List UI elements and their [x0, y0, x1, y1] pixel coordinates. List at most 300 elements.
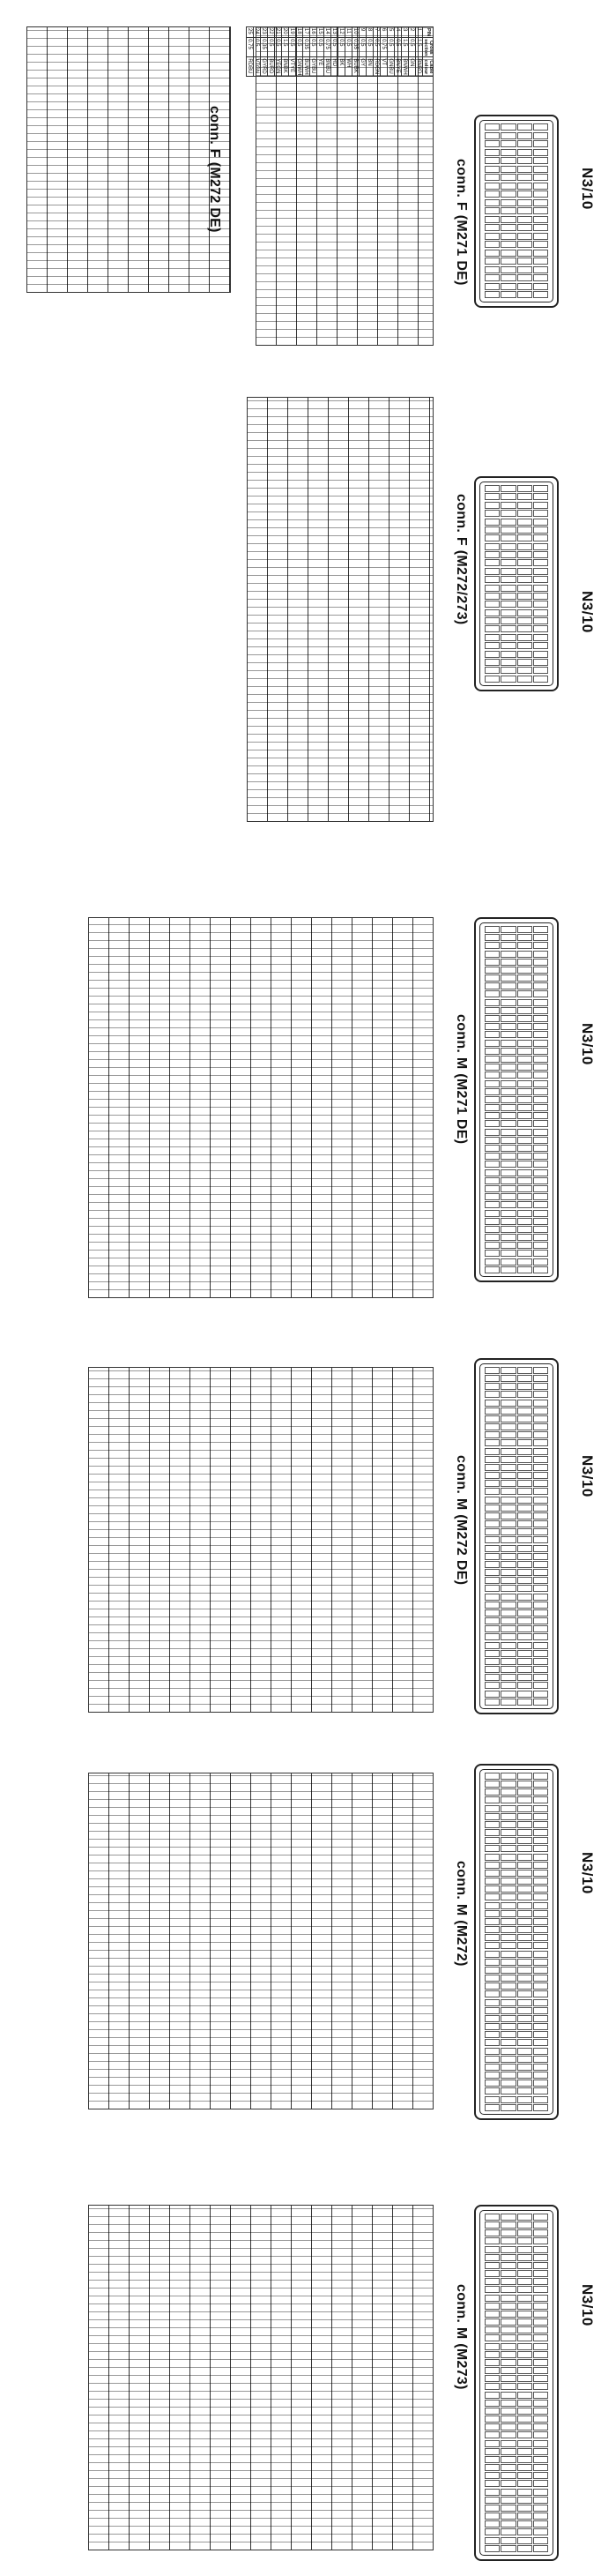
connector-pin: [501, 1967, 516, 1974]
connector-pin: [485, 2286, 500, 2293]
connector-pin: [517, 1829, 532, 1836]
connector-pin: [485, 951, 500, 958]
connector-pin: [517, 2480, 532, 2487]
table-cell: 15: [317, 27, 324, 38]
connector-pin: [533, 1699, 548, 1706]
table-cell: 5: [388, 27, 395, 38]
connector-pin: [533, 1625, 548, 1632]
connector-pin: [517, 1536, 532, 1543]
connector-pin: [485, 1796, 500, 1803]
connector-pin: [501, 1071, 516, 1079]
connector-pin: [501, 1096, 516, 1103]
connector-pin: [485, 2237, 500, 2244]
connector-pin: [517, 2545, 532, 2552]
connector-pin: [501, 1391, 516, 1398]
connector-pin: [485, 659, 500, 666]
connector-pin: [501, 1691, 516, 1698]
connector-pin: [485, 1480, 500, 1487]
connector-pin: [517, 651, 532, 658]
connector-pin: [533, 1250, 548, 1257]
connector-pin: [501, 1464, 516, 1471]
connector-pin: [501, 2278, 516, 2285]
connector-pin: [533, 1569, 548, 1576]
connector-pin: [517, 1497, 532, 1504]
connector-pin: [533, 2464, 548, 2471]
connector-pin: [485, 2392, 500, 2399]
connector-pin: [501, 510, 516, 517]
connector-pin: [485, 2072, 500, 2079]
connector-pin: [485, 2262, 500, 2269]
connector-pin: [517, 2286, 532, 2293]
connector-pin: [533, 1464, 548, 1471]
connector-pin: [485, 1902, 500, 1909]
connector-pin: [533, 2072, 548, 2079]
connector-pin: [485, 1926, 500, 1933]
connector-pin: [517, 493, 532, 500]
connector-pin: [485, 1845, 500, 1852]
table-cell: BNYE: [395, 57, 402, 77]
connector-pin: [517, 2031, 532, 2038]
connector-pin: [501, 1951, 516, 1958]
connector-pin: [501, 485, 516, 492]
table-cell: 21: [275, 27, 282, 38]
connector-pin: [501, 1674, 516, 1681]
connector-pin: [517, 190, 532, 198]
connector-pin: [533, 1439, 548, 1446]
connector-pin: [517, 2448, 532, 2455]
connector-pin: [517, 2383, 532, 2390]
connector-pin: [501, 617, 516, 624]
component-title: N3/10: [579, 1023, 596, 1065]
connector-pin: [485, 1193, 500, 1200]
connector-pin: [485, 526, 500, 534]
connector-pin: [533, 510, 548, 517]
connector-pin: [533, 551, 548, 558]
connector-pin: [517, 2278, 532, 2285]
connector-pin: [517, 2520, 532, 2527]
table-cell: 0.35: [261, 38, 268, 57]
connector-pin: [501, 625, 516, 632]
connector-pin: [517, 1788, 532, 1796]
connector-pin: [533, 1226, 548, 1233]
connector-pin: [517, 1870, 532, 1877]
connector-pin: [501, 1031, 516, 1038]
connector-pin: [485, 934, 500, 941]
connector-pin: [517, 2423, 532, 2430]
connector-pin: [517, 1367, 532, 1374]
connector-pin: [485, 926, 500, 933]
connector-pin: [501, 1145, 516, 1152]
table-row: [416, 27, 423, 77]
connector-pin: [533, 526, 548, 534]
connector-pin: [533, 258, 548, 265]
table-cell: 1.5: [282, 38, 289, 57]
connector-pin-grid: [485, 2214, 548, 2552]
connector-pin: [485, 651, 500, 658]
connector-pin: [485, 1448, 500, 1455]
connector-pin: [517, 2497, 532, 2504]
connector-diagram: [474, 1358, 559, 1714]
connector-pin: [533, 1959, 548, 1966]
connector-pin: [501, 1990, 516, 1997]
connector-pin: [533, 1040, 548, 1047]
connector-pin: [533, 1602, 548, 1609]
connector-pin: [485, 1625, 500, 1632]
connector-pin: [485, 2303, 500, 2310]
connector-pin: [485, 2375, 500, 2382]
connector-pin: [533, 1805, 548, 1812]
table-cell: 8: [367, 27, 374, 38]
connector-pin: [517, 1633, 532, 1640]
table-row: [388, 27, 395, 77]
connector-pin: [533, 1088, 548, 1095]
connector-pin: [517, 2007, 532, 2014]
connector-pin: [533, 617, 548, 624]
connector-pin: [517, 999, 532, 1006]
table-row: [345, 27, 352, 77]
connector-pin: [533, 2286, 548, 2293]
connector-diagram: [474, 115, 559, 308]
table-row: [317, 27, 324, 77]
connector-pin: [533, 2375, 548, 2382]
connector-pin: [533, 942, 548, 949]
connector-pin: [485, 1990, 500, 1997]
connector-pin: [517, 519, 532, 526]
connector-pin: [501, 2545, 516, 2552]
connector-pin: [517, 1609, 532, 1617]
connector-pin: [485, 2104, 500, 2111]
connector-pin: [533, 2513, 548, 2520]
connector-pin: [533, 519, 548, 526]
connector-pin: [533, 1854, 548, 1861]
connector-pin: [533, 974, 548, 982]
connector-pin: [517, 1488, 532, 1495]
connector-pin: [501, 1821, 516, 1828]
connector-pin: [517, 593, 532, 600]
table-row: [381, 27, 388, 77]
connector-pin: [517, 1145, 532, 1152]
connector-pin: [533, 634, 548, 641]
connector-pin: [517, 1893, 532, 1900]
connector-pin: [485, 519, 500, 526]
table-cell: 23: [261, 27, 268, 38]
connector-pin: [485, 1071, 500, 1079]
connector-pin: [517, 1951, 532, 1958]
section-conn-m-m272: [0, 1755, 601, 2125]
table-cell: VT: [381, 57, 388, 77]
connector-pin: [533, 2528, 548, 2535]
connector-pin: [501, 676, 516, 683]
connector-pin: [517, 585, 532, 592]
connector-pin: [501, 585, 516, 592]
connector-title: conn. M (M272 DE): [454, 1455, 469, 1586]
connector-pin: [485, 1951, 500, 1958]
connector-pin: [501, 2229, 516, 2236]
connector-pin: [517, 1585, 532, 1592]
connector-pin: [533, 1210, 548, 1217]
header-cross-section: Cross section: [423, 39, 434, 56]
connector-pin: [485, 2048, 500, 2055]
connector-pin: [533, 502, 548, 509]
connector-pin: [501, 1448, 516, 1455]
connector-pin: [517, 1456, 532, 1463]
table-row: [360, 27, 367, 77]
connector-pin: [517, 1242, 532, 1249]
connector-pin: [501, 1813, 516, 1820]
connector-pin: [533, 1048, 548, 1055]
connector-pin: [485, 493, 500, 500]
connector-pin: [517, 2440, 532, 2447]
table-cell: 0.5: [296, 38, 303, 57]
connector-pin: [501, 1609, 516, 1617]
connector-pin: [533, 1218, 548, 1225]
connector-pin: [485, 2497, 500, 2504]
table-row: [254, 27, 261, 77]
connector-pin: [485, 1266, 500, 1273]
connector-pin: [533, 2408, 548, 2415]
connector-pin: [533, 1407, 548, 1415]
table-cell: 16: [310, 27, 317, 38]
connector-pin: [533, 1383, 548, 1390]
connector-pin: [517, 1845, 532, 1852]
connector-pin: [501, 2415, 516, 2423]
connector-pin: [485, 149, 500, 156]
connector-pin: [533, 2303, 548, 2310]
connector-pin: [485, 1982, 500, 1990]
connector-pin: [501, 2392, 516, 2399]
connector-pin: [501, 1112, 516, 1119]
table-row: [296, 27, 303, 77]
connector-pin: [485, 1788, 500, 1796]
connector-pin: [517, 1120, 532, 1127]
connector-pin: [501, 1400, 516, 1407]
connector-pin: [517, 1391, 532, 1398]
connector-pin: [533, 1796, 548, 1803]
table-header-row: [423, 27, 434, 77]
connector-pin: [485, 2489, 500, 2496]
connector-pin: [517, 534, 532, 541]
connector-pin: [533, 642, 548, 649]
table-cell: RDBU: [247, 57, 254, 77]
connector-pin: [485, 1505, 500, 1512]
connector-pin: [485, 551, 500, 558]
connector-pin: [533, 2079, 548, 2087]
table-cell: YE: [317, 57, 324, 77]
table-cell: 0.5: [275, 38, 282, 57]
connector-pin: [485, 1633, 500, 1640]
connector-pin: [485, 2221, 500, 2229]
connector-pin: [533, 2023, 548, 2030]
connector-pin: [501, 2351, 516, 2358]
connector-pin: [501, 1456, 516, 1463]
connector-pin: [517, 241, 532, 248]
connector-pin: [485, 2415, 500, 2423]
connector-pin: [533, 2423, 548, 2430]
connector-pin: [517, 174, 532, 181]
connector-pin: [501, 999, 516, 1006]
connector-pin: [517, 1512, 532, 1519]
connector-pin: [501, 1120, 516, 1127]
connector-title: conn. M (M271 DE): [454, 1014, 469, 1145]
connector-pin: [501, 2326, 516, 2333]
connector-pin: [501, 1837, 516, 1844]
connector-pin: [501, 2383, 516, 2390]
connector-pin: [533, 1193, 548, 1200]
connector-pin: [517, 1407, 532, 1415]
connector-pin: [517, 207, 532, 214]
connector-pin: [485, 2031, 500, 2038]
connector-pin: [533, 1015, 548, 1022]
connector-pin: [501, 1497, 516, 1504]
connector-pin: [485, 534, 500, 541]
connector-pin: [517, 1910, 532, 1917]
connector-pin: [501, 1942, 516, 1949]
connector-pin: [485, 1177, 500, 1184]
connector-pin: [485, 1934, 500, 1941]
connector-pin: [533, 1893, 548, 1900]
connector-pin: [485, 1837, 500, 1844]
connector-pin: [485, 2400, 500, 2407]
connector-pin: [517, 2096, 532, 2103]
connector-pin: [533, 2489, 548, 2496]
connector-pin: [501, 1423, 516, 1430]
connector-pin: [485, 1415, 500, 1422]
connector-pin: [517, 1472, 532, 1479]
connector-pin: [485, 2278, 500, 2285]
table-cell: BUWH: [303, 57, 310, 77]
connector-pin: [517, 2056, 532, 2063]
connector-pin: [501, 1431, 516, 1438]
connector-pin: [517, 485, 532, 492]
connector-pin: [501, 1007, 516, 1014]
connector-pin: [533, 1480, 548, 1487]
connector-pin: [501, 2072, 516, 2079]
connector-pin: [517, 2375, 532, 2382]
connector-pin: [485, 1813, 500, 1820]
connector-pin: [485, 1691, 500, 1698]
connector-pin: [533, 1773, 548, 1780]
connector-pin: [485, 1015, 500, 1022]
connector-pin: [485, 1185, 500, 1192]
connector-pin: [485, 1642, 500, 1649]
table-cell: 20: [282, 27, 289, 38]
connector-pin: [517, 974, 532, 982]
connector-pin: [485, 2007, 500, 2014]
connector-pin: [517, 1862, 532, 1869]
connector-pin: [485, 1910, 500, 1917]
connector-pin: [501, 1854, 516, 1861]
connector-pin: [533, 1926, 548, 1933]
connector-pin: [501, 1959, 516, 1966]
connector-pin: [517, 1926, 532, 1933]
connector-pin: [501, 2440, 516, 2447]
connector-pin: [517, 140, 532, 147]
connector-pin: [533, 1553, 548, 1560]
connector-pin: [533, 1885, 548, 1893]
connector-pin: [485, 2246, 500, 2253]
connector-pin: [501, 1104, 516, 1111]
connector-pin: [485, 1536, 500, 1543]
table-cell: 0.35: [352, 38, 360, 57]
connector-pin-grid: [485, 123, 548, 299]
connector-pin: [533, 967, 548, 974]
connector-pin: [533, 2456, 548, 2463]
connector-pin: [501, 1512, 516, 1519]
connector-pin: [485, 1999, 500, 2006]
connector-pin: [533, 990, 548, 997]
connector-pin: [517, 1528, 532, 1535]
connector-pin: [517, 2072, 532, 2079]
connector-pin: [485, 1250, 500, 1257]
connector-pin: [517, 283, 532, 290]
connector-pin: [517, 1642, 532, 1649]
connector-pin: [517, 2079, 532, 2087]
connector-pin: [501, 1048, 516, 1055]
connector-pin: [501, 1902, 516, 1909]
connector-pin: [517, 250, 532, 257]
connector-pin: [517, 2513, 532, 2520]
connector-pin: [533, 1104, 548, 1111]
connector-pin: [517, 1031, 532, 1038]
connector-pin: [485, 1821, 500, 1828]
connector-pin: [517, 224, 532, 231]
connector-pin: [533, 1642, 548, 1649]
connector-pin: [533, 2415, 548, 2423]
connector-pin: [485, 2311, 500, 2318]
connector-pin: [501, 559, 516, 566]
connector-pin: [533, 2431, 548, 2438]
connector-pin: [533, 233, 548, 240]
connector-pin: [533, 1023, 548, 1030]
connector-pin: [501, 609, 516, 616]
connector-pin: [501, 667, 516, 674]
connector-pin: [533, 1691, 548, 1698]
connector-pin: [517, 1423, 532, 1430]
component-title: N3/10: [579, 1852, 596, 1894]
connector-pin: [501, 157, 516, 164]
connector-pin: [485, 2408, 500, 2415]
connector-pin: [501, 2262, 516, 2269]
connector-pin: [501, 1650, 516, 1657]
connector-pin: [533, 2326, 548, 2333]
connector-pin: [517, 1674, 532, 1681]
connector-pin: [501, 2039, 516, 2046]
connector-pin: [501, 601, 516, 608]
connector-pin: [533, 1472, 548, 1479]
connector-pin: [501, 526, 516, 534]
connector-pin: [501, 2359, 516, 2366]
connector-pin: [485, 1064, 500, 1071]
connector-pin: [533, 1520, 548, 1527]
connector-pin: [533, 493, 548, 500]
connector-pin: [517, 676, 532, 683]
connector-pin: [485, 576, 500, 583]
table-cell: BN: [367, 57, 374, 77]
table-cell: 1.5: [416, 38, 423, 57]
connector-pin: [533, 543, 548, 550]
connector-pin: [501, 2334, 516, 2341]
pin-table-area: [88, 2205, 434, 2550]
connector-pin: [517, 1918, 532, 1925]
connector-pin: [517, 233, 532, 240]
connector-pin: [485, 1400, 500, 1407]
table-cell: BNBK: [282, 57, 289, 77]
table-cell: VTYE: [289, 57, 296, 77]
connector-pin: [501, 123, 516, 131]
connector-pin: [485, 1878, 500, 1885]
connector-pin: [533, 1870, 548, 1877]
connector-pin: [485, 2545, 500, 2552]
